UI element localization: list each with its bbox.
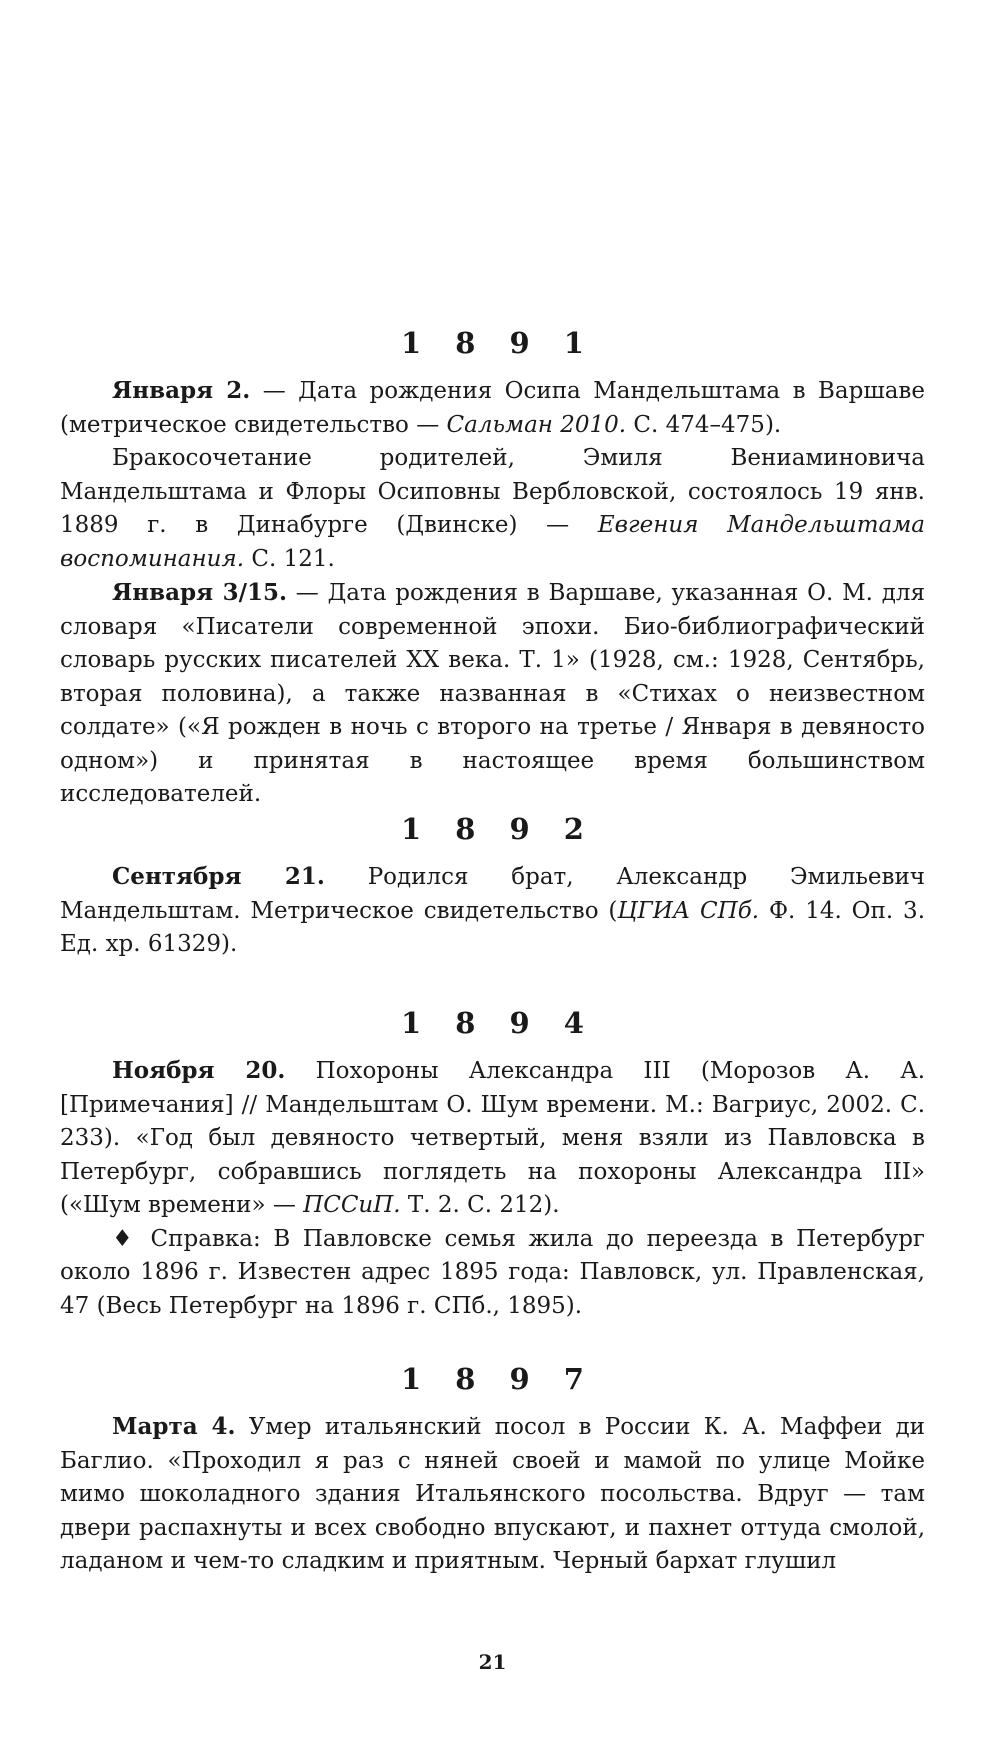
year-heading-1894: 1 8 9 4 [400, 1006, 596, 1040]
entry-text: Родился брат, Александр Эмильевич Мандельштам. Метрическое свидетельство ( [60, 864, 926, 924]
entry-text: Ф. 14. Оп. 3. Ед. хр. 61329). [60, 897, 926, 957]
year-heading-1892: 1 8 9 2 [400, 812, 596, 846]
entry-paragraph [60, 860, 925, 962]
entry-paragraph [60, 442, 925, 576]
entry-text: Т. 2. С. 212). [400, 1192, 560, 1218]
entry-date: Января 3/15. [112, 579, 287, 606]
section-1892 [60, 860, 925, 962]
entry-text: ♦ Справка: В Павловске семья жила до переезда в Петербург около 1896 г. Известен адрес 1895 года: Павловск, ул. Правленская, 47 (Весь Петербург на 1896 г. СПб., 1895). [60, 1225, 925, 1319]
page-number: 21 [478, 1650, 507, 1674]
section-1894 [60, 1054, 925, 1323]
entry-text: Бракосочетание родителей, Эмиля Вениаминовича Мандельштама и Флоры Осиповны Вербловской, состоялось 19 янв. 1889 г. в Динабурге (Двинске) — [60, 445, 925, 538]
entry-text: — Дата рождения в Варшаве, указанная О. М. для словаря «Писатели современной эпохи. Био-библиографический словарь русских писателей XX века. Т. 1» (1928, см.: 1928, Сентябрь, вторая половина), а также названная в «Стихах о неизвестном солдате» («Я рожден в ночь с второго на третье / Января в девяносто одном») и принятая в настоящее время большинством исследователей. [60, 580, 926, 807]
entry-text: — Дата рождения Осипа Мандельштама в Варшаве (метрическое свидетельство — [60, 378, 925, 438]
entry-paragraph [60, 576, 925, 812]
book-page [60, 0, 925, 1756]
section-1897 [60, 1410, 925, 1579]
entry-paragraph [60, 374, 925, 442]
source-reference: ПССиП. [303, 1192, 401, 1218]
entry-date: Января 2. [112, 377, 251, 404]
section-1891 [60, 374, 925, 812]
source-reference: Евгения Мандельштама воспоминания. [60, 512, 925, 572]
entry-text: Похороны Александра III (Морозов А. А. [Примечания] // Мандельштам О. Шум времени. М.: Вагриус, 2002. С. 233). «Год был девяносто четвертый, меня взяли из Павловска в Петербург, собравшись поглядеть на похороны Александра III» («Шум времени» — [60, 1058, 926, 1218]
entry-paragraph [60, 1410, 925, 1579]
entry-date: Ноября 20. [112, 1057, 286, 1084]
source-reference: Сальман 2010. [446, 411, 627, 438]
entry-text: С. 121. [244, 545, 335, 572]
reference-note [60, 1223, 925, 1324]
entry-text: С. 474–475). [626, 411, 782, 438]
entry-date: Марта 4. [112, 1413, 236, 1440]
year-heading-1897: 1 8 9 7 [400, 1362, 596, 1396]
entry-text: Умер итальянский посол в России К. А. Маффеи ди Баглио. «Проходил я раз с няней своей и мамой по улице Мойке мимо шоколадного здания Итальянского посольства. Вдруг — там двери распахнуты и всех свободно впускают, и пахнет оттуда смолой, ладаном и чем-то сладким и приятным. Черный бархат глушил [60, 1414, 925, 1574]
entry-paragraph [60, 1054, 925, 1223]
entry-date: Сентября 21. [112, 863, 325, 890]
year-heading-1891: 1 8 9 1 [400, 326, 596, 360]
source-reference: ЦГИА СПб. [617, 897, 760, 924]
